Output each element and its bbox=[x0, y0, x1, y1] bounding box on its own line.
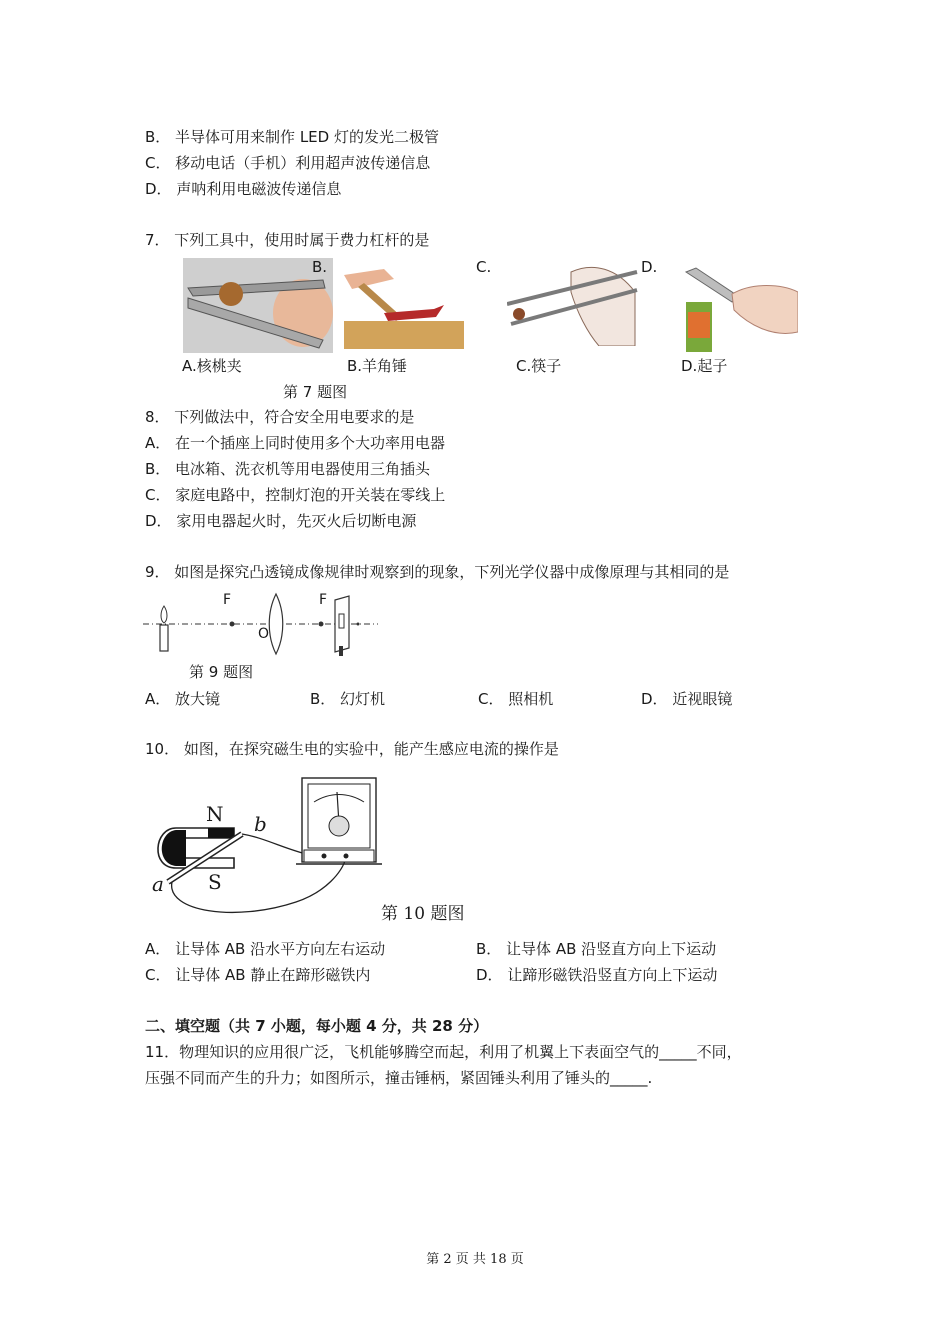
q7-label-d: D.起子 bbox=[681, 357, 728, 375]
q10-option-a: A． 让导体 AB 沿水平方向左右运动 bbox=[145, 940, 386, 958]
q11-line-1: 11．物理知识的应用很广泛，飞机能够腾空而起，利用了机翼上下表面空气的_____不同， bbox=[145, 1043, 742, 1061]
q6-option-c: C． 移动电话（手机）利用超声波传递信息 bbox=[145, 154, 431, 172]
q10-south-pole: S bbox=[208, 870, 222, 894]
q6-option-d: D． 声呐利用电磁波传递信息 bbox=[145, 180, 342, 198]
q7-letter-d: D. bbox=[641, 258, 658, 276]
q10-label-b: b bbox=[254, 812, 267, 836]
q8-option-b: B． 电冰箱、洗衣机等用电器使用三角插头 bbox=[145, 460, 431, 478]
q7-label-c: C.筷子 bbox=[516, 357, 562, 375]
q8-option-a: A． 在一个插座上同时使用多个大功率用电器 bbox=[145, 434, 446, 452]
q9-focal-point-left: F bbox=[223, 592, 232, 608]
q6-option-b: B． 半导体可用来制作 LED 灯的发光二极管 bbox=[145, 128, 439, 146]
q9-option-b: B． 幻灯机 bbox=[310, 690, 386, 708]
chopsticks-image bbox=[507, 262, 639, 346]
convex-lens-diagram bbox=[143, 592, 383, 662]
q9-optical-center: O bbox=[258, 626, 270, 642]
q8-option-d: D． 家用电器起火时，先灭火后切断电源 bbox=[145, 512, 417, 530]
q9-option-c: C． 照相机 bbox=[478, 690, 554, 708]
page-footer: 第 2 页 共 18 页 bbox=[426, 1252, 524, 1267]
q7-stem: 7． 下列工具中，使用时属于费力杠杆的是 bbox=[145, 231, 430, 249]
nutcracker-image bbox=[183, 258, 333, 353]
q10-north-pole: N bbox=[206, 802, 224, 826]
q11-line-2: 压强不同而产生的升力；如图所示，撞击锤柄，紧固锤头利用了锤头的_____. bbox=[145, 1069, 653, 1087]
electromagnetic-induction-diagram bbox=[146, 772, 386, 922]
q10-option-d: D． 让蹄形磁铁沿竖直方向上下运动 bbox=[476, 966, 718, 984]
bottle-opener-image bbox=[672, 262, 798, 352]
q10-stem: 10． 如图，在探究磁生电的实验中，能产生感应电流的操作是 bbox=[145, 740, 559, 758]
q10-option-b: B． 让导体 AB 沿竖直方向上下运动 bbox=[476, 940, 717, 958]
q8-stem: 8． 下列做法中，符合安全用电要求的是 bbox=[145, 408, 415, 426]
q10-label-a: a bbox=[152, 872, 164, 896]
q7-caption: 第 7 题图 bbox=[283, 383, 348, 401]
q7-label-b: B.羊角锤 bbox=[347, 357, 408, 375]
section-2-title: 二、填空题（共 7 小题，每小题 4 分，共 28 分） bbox=[145, 1017, 489, 1035]
q9-option-a: A． 放大镜 bbox=[145, 690, 221, 708]
claw-hammer-image bbox=[344, 265, 464, 349]
q7-letter-b: B. bbox=[312, 258, 328, 276]
q9-focal-point-right: F bbox=[319, 592, 328, 608]
q8-option-c: C． 家庭电路中，控制灯泡的开关装在零线上 bbox=[145, 486, 446, 504]
q7-letter-c: C. bbox=[476, 258, 492, 276]
q10-option-c: C． 让导体 AB 静止在蹄形磁铁内 bbox=[145, 966, 371, 984]
q9-caption: 第 9 题图 bbox=[189, 663, 254, 681]
q7-label-a: A.核桃夹 bbox=[182, 357, 242, 375]
q9-option-d: D． 近视眼镜 bbox=[641, 690, 733, 708]
q9-stem: 9． 如图是探究凸透镜成像规律时观察到的现象，下列光学仪器中成像原理与其相同的是 bbox=[145, 563, 730, 581]
q10-caption: 第 10 题图 bbox=[381, 904, 465, 924]
